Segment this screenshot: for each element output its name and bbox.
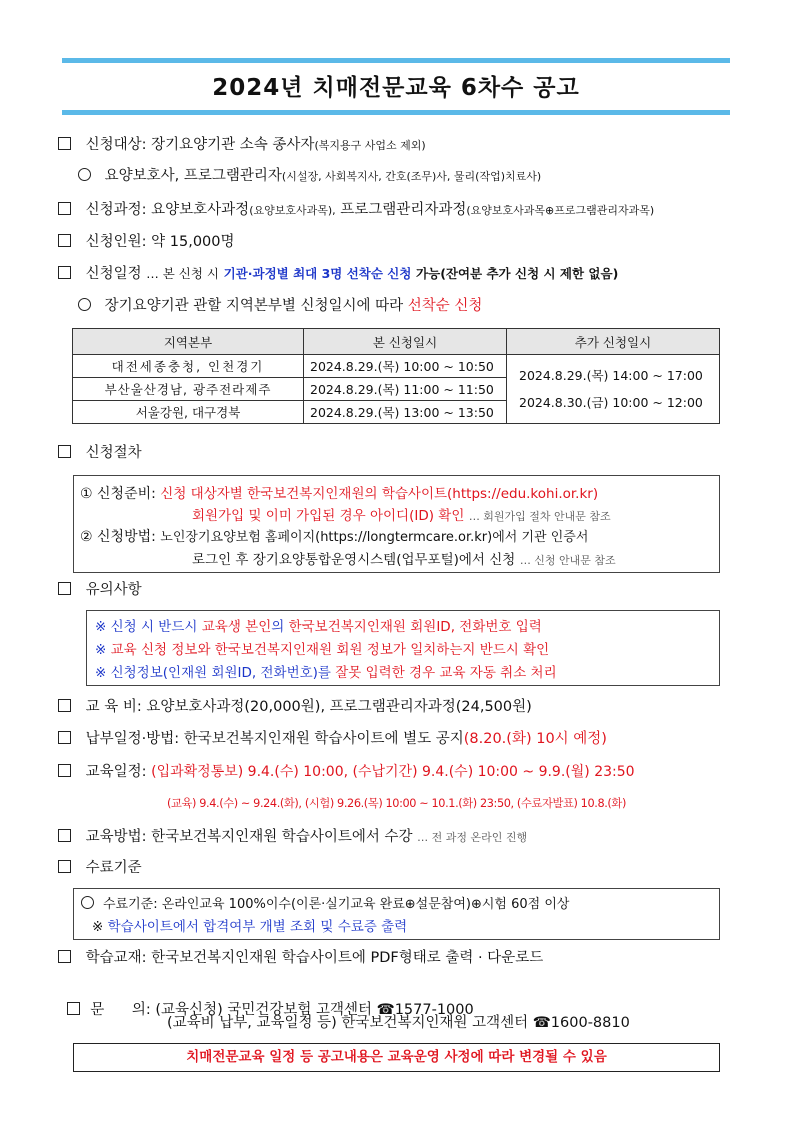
procedure-step-2-cont xyxy=(192,548,616,568)
checkbox-icon xyxy=(58,950,71,963)
table-header: 본 신청일시 xyxy=(304,329,507,355)
step-number: ② xyxy=(80,529,93,545)
schedule-post: 가능(잔여분 추가 신청 시 제한 없음) xyxy=(416,266,619,281)
checkbox-icon xyxy=(67,1002,80,1015)
fee-label: 교 육 비: xyxy=(85,699,142,715)
step-label: 신청방법: xyxy=(97,529,156,545)
fee-line xyxy=(58,697,532,717)
table-cell-region: 부산울산경남, 광주전라제주 xyxy=(73,378,304,401)
table-header-row xyxy=(73,329,720,355)
completion-criteria: 수료기준: 온라인교육 100%이수(이론·실기교육 완료⊕설문참여)⊕시험 60점 이상 xyxy=(103,897,570,912)
headcount-line xyxy=(58,232,235,252)
target-roles: 요양보호사, 프로그램관리자 xyxy=(104,168,282,184)
payment-line xyxy=(58,729,607,749)
checkbox-icon xyxy=(58,699,71,712)
target-label: 신청대상: xyxy=(85,137,147,153)
caution-2b: 교육 신청 정보와 한국보건복지인재원 회원 정보가 일치하는지 반드시 확인 xyxy=(110,642,550,658)
completion-line xyxy=(58,858,142,878)
contact-label: 문 의: xyxy=(90,1002,151,1018)
procedure-box xyxy=(73,475,720,573)
schedule-label: 신청일정 xyxy=(85,266,142,282)
schedule-sub-red: 선착순 신청 xyxy=(407,298,483,314)
checkbox-icon xyxy=(58,731,71,744)
course-line xyxy=(58,200,654,221)
completion-box xyxy=(73,888,720,940)
extra-time-2: 2024.8.30.(금) 10:00 ~ 12:00 xyxy=(519,395,703,410)
fee-value: 요양보호사과정(20,000원), 프로그램관리자과정(24,500원) xyxy=(146,699,532,715)
method-label: 교육방법: xyxy=(85,829,147,845)
edu-schedule-label: 교육일정: xyxy=(85,764,147,780)
checkbox-icon xyxy=(58,860,71,873)
caution-1d: 한국보건복지인재원 회원ID, 전화번호 입력 xyxy=(288,619,542,635)
target-note: (복지용구 사업소 제외) xyxy=(314,139,426,152)
caution-1b: 교육생 본인 xyxy=(201,619,272,635)
completion-label: 수료기준 xyxy=(85,860,142,876)
circle-bullet-icon xyxy=(81,896,94,909)
target-roles-line xyxy=(78,166,541,187)
schedule-sub: 장기요양기관 관할 지역본부별 신청일시에 따라 xyxy=(104,298,404,314)
checkbox-icon xyxy=(58,266,71,279)
material-line xyxy=(58,948,543,968)
caution-line-1 xyxy=(95,615,542,635)
checkbox-icon xyxy=(58,829,71,842)
schedule-line xyxy=(58,264,618,284)
checkbox-icon xyxy=(58,202,71,215)
checkbox-icon xyxy=(58,582,71,595)
step-1-text: 신청 대상자별 한국보건복지인재원의 학습사이트(https://edu.kohi.or.kr) xyxy=(160,486,599,502)
payment-value: 한국보건복지인재원 학습사이트에 별도 공지 xyxy=(183,731,464,747)
caution-2a: ※ xyxy=(95,642,107,658)
caution-1a: ※ 신청 시 반드시 xyxy=(95,619,198,635)
procedure-step-1-cont xyxy=(192,504,611,524)
completion-note: 학습사이트에서 합격여부 개별 조회 및 수료증 출력 xyxy=(107,919,408,935)
table-cell-time: 2024.8.29.(목) 13:00 ~ 13:50 xyxy=(304,401,507,424)
schedule-sub-line xyxy=(78,296,482,316)
course-2-note: (요양보호사과목⊕프로그램관리자과목) xyxy=(466,204,655,217)
title-bottom-bar xyxy=(62,110,730,115)
method-value: 한국보건복지인재원 학습사이트에서 수강 xyxy=(151,829,413,845)
step-number: ① xyxy=(80,486,93,502)
headcount-label: 신청인원: xyxy=(85,234,147,250)
target-line xyxy=(58,135,426,156)
page-title: 2024년 치매전문교육 6차수 공고 xyxy=(212,75,580,101)
headcount-value: 약 15,000명 xyxy=(151,234,235,250)
caution-3b: 잘못 입력한 경우 교육 자동 취소 처리 xyxy=(335,665,557,681)
target-roles-note: (시설장, 사회복지사, 간호(조무)사, 물리(작업)치료사) xyxy=(281,170,542,183)
method-line xyxy=(58,827,527,848)
course-label: 신청과정: xyxy=(85,202,147,218)
caution-label: 유의사항 xyxy=(85,582,142,598)
caution-3a: ※ 신청정보(인재원 회원ID, 전화번호)를 xyxy=(95,665,331,681)
circle-bullet-icon xyxy=(78,298,91,311)
schedule-pre: … 본 신청 시 xyxy=(146,266,219,281)
checkbox-icon xyxy=(58,234,71,247)
footer-notice: 치매전문교육 일정 등 공고내용은 교육운영 사정에 따라 변경될 수 있음 xyxy=(73,1043,720,1072)
payment-label: 납부일정·방법: xyxy=(85,731,180,747)
completion-line-1 xyxy=(81,893,569,912)
procedure-line xyxy=(58,443,142,463)
caution-line-3 xyxy=(95,661,557,681)
step-label: 신청준비: xyxy=(97,486,156,502)
schedule-highlight: 기관·과정별 최대 3명 선착순 신청 xyxy=(223,266,412,281)
target-value: 장기요양기관 소속 종사자 xyxy=(151,137,315,153)
step-1-note: … 회원가입 절차 안내문 참조 xyxy=(468,510,611,523)
title-top-bar xyxy=(62,58,730,63)
payment-date: (8.20.(화) 10시 예정) xyxy=(463,731,607,747)
completion-note-mark: ※ xyxy=(92,919,104,935)
step-1-text-2: 회원가입 및 이미 가입된 경우 아이디(ID) 확인 xyxy=(192,508,465,524)
procedure-label: 신청절차 xyxy=(85,445,142,461)
procedure-step-1 xyxy=(80,482,598,503)
course-1: 요양보호사과정 xyxy=(151,202,250,218)
course-2: 프로그램관리자과정 xyxy=(340,202,467,218)
circle-bullet-icon xyxy=(78,168,91,181)
step-2-text-2: 로그인 후 장기요양통합운영시스템(업무포털)에서 신청 xyxy=(192,552,516,568)
edu-schedule-line xyxy=(58,762,635,782)
caution-1c: 의 xyxy=(271,619,285,635)
course-1-note: (요양보호사과목), xyxy=(249,204,336,217)
contact-1: (교육신청) 국민건강보험 고객센터 ☎1577-1000 xyxy=(155,1002,474,1018)
step-2-text: 노인장기요양보험 홈페이지(https://longtermcare.or.kr)에서 기관 인증서 xyxy=(160,530,589,545)
table-cell-extra xyxy=(507,355,720,424)
completion-line-2 xyxy=(92,915,407,935)
table-cell-region: 대전세종충청, 인천경기 xyxy=(73,355,304,378)
material-value: 한국보건복지인재원 학습사이트에 PDF형태로 출력 · 다운로드 xyxy=(151,950,544,966)
table-header: 추가 신청일시 xyxy=(507,329,720,355)
edu-schedule-1: (입과확정통보) 9.4.(수) 10:00, (수납기간) 9.4.(수) 10:00 ~ 9.9.(월) 23:50 xyxy=(151,764,635,780)
table-row xyxy=(73,355,720,378)
table-cell-region: 서울강원, 대구경북 xyxy=(73,401,304,424)
extra-time-1: 2024.8.29.(목) 14:00 ~ 17:00 xyxy=(519,368,703,383)
table-cell-time: 2024.8.29.(목) 11:00 ~ 11:50 xyxy=(304,378,507,401)
checkbox-icon xyxy=(58,764,71,777)
table-header: 지역본부 xyxy=(73,329,304,355)
caution-line-2 xyxy=(95,638,549,658)
table-cell-time: 2024.8.29.(목) 10:00 ~ 10:50 xyxy=(304,355,507,378)
contact-2: (교육비 납부, 교육일정 등) 한국보건복지인재원 고객센터 ☎1600-8810 xyxy=(167,1015,630,1031)
step-2-note: … 신청 안내문 참조 xyxy=(519,554,616,567)
method-note: … 전 과정 온라인 진행 xyxy=(417,831,528,844)
caution-line xyxy=(58,580,142,600)
schedule-table xyxy=(72,328,720,424)
material-label: 학습교재: xyxy=(85,950,147,966)
checkbox-icon xyxy=(58,137,71,150)
edu-schedule-2: (교육) 9.4.(수) ~ 9.24.(화), (시험) 9.26.(목) 10:00 ~ 10.1.(화) 23:50, (수료자발표) 10.8.(화) xyxy=(167,797,626,810)
checkbox-icon xyxy=(58,445,71,458)
procedure-step-2 xyxy=(80,526,588,546)
caution-box xyxy=(86,610,720,686)
